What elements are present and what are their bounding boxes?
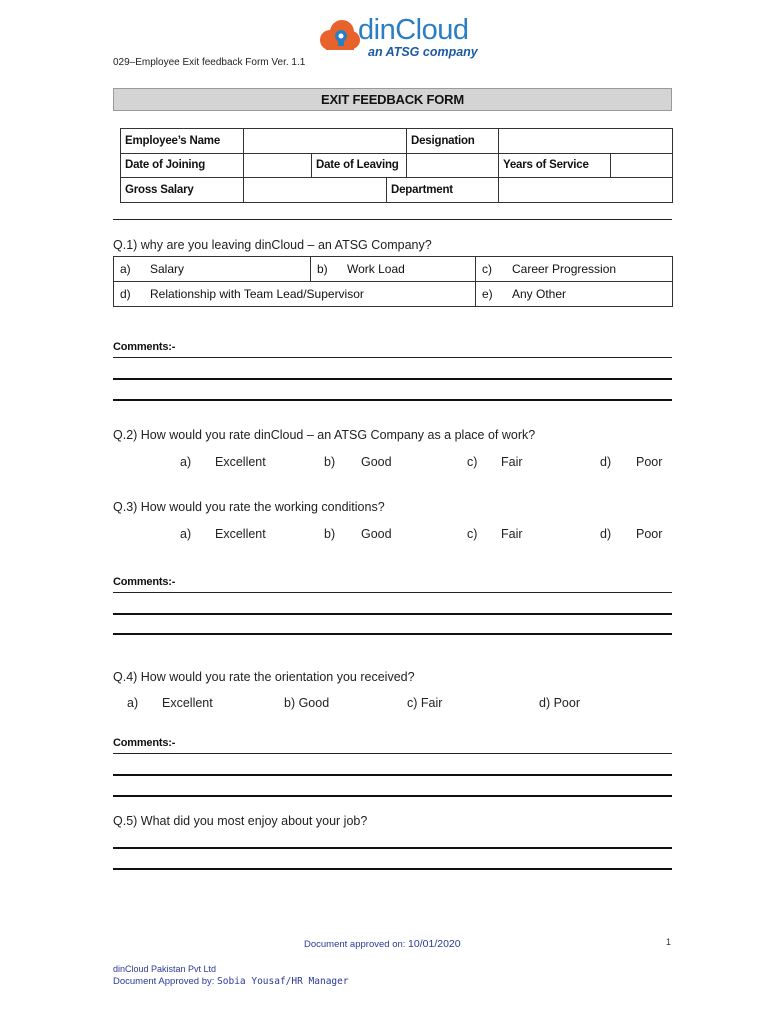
q3-option-d[interactable]: Poor xyxy=(636,527,663,541)
question-1: Q.1) why are you leaving dinCloud – an ATSG Company? xyxy=(113,238,432,252)
page-number: 1 xyxy=(666,937,672,947)
years-of-service-field[interactable] xyxy=(611,153,673,178)
q3-option-a-letter[interactable]: a) xyxy=(180,527,192,541)
comments-label-1: Comments:- xyxy=(113,341,176,353)
comment-line[interactable] xyxy=(113,795,672,797)
table-row xyxy=(121,129,673,154)
comment-line[interactable] xyxy=(113,399,672,401)
q4-option-d[interactable]: d) Poor xyxy=(539,696,580,710)
q1-option-b[interactable]: b) Work Load xyxy=(311,257,476,282)
date-of-leaving-field[interactable] xyxy=(407,153,499,178)
q4-option-c[interactable]: c) Fair xyxy=(407,696,443,710)
document-reference: 029–Employee Exit feedback Form Ver. 1.1 xyxy=(113,57,306,68)
table-row xyxy=(121,153,673,178)
comment-line[interactable] xyxy=(113,378,672,380)
table-row xyxy=(114,257,673,282)
q3-option-d-letter[interactable]: d) xyxy=(600,527,612,541)
cloud-lock-logo-icon xyxy=(318,18,360,52)
date-of-leaving-label: Date of Leaving xyxy=(312,153,407,178)
q2-option-c[interactable]: Fair xyxy=(501,455,523,469)
q3-option-c-letter[interactable]: c) xyxy=(467,527,478,541)
q2-option-b[interactable]: Good xyxy=(361,455,392,469)
divider xyxy=(113,219,672,220)
q1-option-d[interactable]: d) Relationship with Team Lead/Supervisor xyxy=(114,282,476,307)
approval-date: Document approved on: 10/01/2020 xyxy=(304,938,461,950)
q3-option-a[interactable]: Excellent xyxy=(215,527,266,541)
q2-option-b-letter[interactable]: b) xyxy=(324,455,336,469)
comment-line[interactable] xyxy=(113,633,672,635)
q4-option-a[interactable]: Excellent xyxy=(162,696,213,710)
q3-option-b[interactable]: Good xyxy=(361,527,392,541)
comments-label-3: Comments:- xyxy=(113,737,176,749)
date-of-joining-field[interactable] xyxy=(244,153,312,178)
company-logo xyxy=(318,14,478,60)
q1-option-c[interactable]: c) Career Progression xyxy=(476,257,673,282)
table-row xyxy=(121,178,673,203)
q4-option-a-letter[interactable]: a) xyxy=(127,696,139,710)
q2-option-a[interactable]: Excellent xyxy=(215,455,266,469)
q2-option-c-letter[interactable]: c) xyxy=(467,455,478,469)
comment-line[interactable] xyxy=(113,592,672,593)
question-3: Q.3) How would you rate the working conditions? xyxy=(113,500,385,514)
comment-line[interactable] xyxy=(113,753,672,754)
q3-option-c[interactable]: Fair xyxy=(501,527,523,541)
years-of-service-label: Years of Service xyxy=(499,153,611,178)
employee-name-label: Employee’s Name xyxy=(121,129,244,154)
q4-option-b[interactable]: b) Good xyxy=(284,696,330,710)
gross-salary-label: Gross Salary xyxy=(121,178,244,203)
q1-option-e[interactable]: e) Any Other xyxy=(476,282,673,307)
date-of-joining-label: Date of Joining xyxy=(121,153,244,178)
question-2: Q.2) How would you rate dinCloud – an ATSG Company as a place of work? xyxy=(113,428,536,442)
footer-company: dinCloud Pakistan Pvt Ltd xyxy=(113,964,217,974)
q1-option-a[interactable]: a) Salary xyxy=(114,257,311,282)
comment-line[interactable] xyxy=(113,357,672,358)
footer-approver: Document Approved by: Sobia Yousaf/HR Manager xyxy=(113,976,349,987)
answer-line[interactable] xyxy=(113,847,672,849)
question-4: Q.4) How would you rate the orientation you received? xyxy=(113,670,415,684)
employee-info-table xyxy=(120,128,673,203)
logo-tagline: an ATSG company xyxy=(368,45,478,59)
question-5: Q.5) What did you most enjoy about your job? xyxy=(113,814,368,828)
gross-salary-field[interactable] xyxy=(244,178,387,203)
form-title: EXIT FEEDBACK FORM xyxy=(113,88,672,111)
q1-options-table xyxy=(113,256,673,307)
q2-option-a-letter[interactable]: a) xyxy=(180,455,192,469)
employee-name-field[interactable] xyxy=(244,129,407,154)
department-field[interactable] xyxy=(499,178,673,203)
q2-option-d-letter[interactable]: d) xyxy=(600,455,612,469)
designation-field[interactable] xyxy=(499,129,673,154)
comments-label-2: Comments:- xyxy=(113,576,176,588)
department-label: Department xyxy=(387,178,499,203)
logo-wordmark: dinCloud xyxy=(358,14,469,46)
designation-label: Designation xyxy=(407,129,499,154)
q2-option-d[interactable]: Poor xyxy=(636,455,663,469)
answer-line[interactable] xyxy=(113,868,672,870)
q3-option-b-letter[interactable]: b) xyxy=(324,527,336,541)
comment-line[interactable] xyxy=(113,613,672,615)
comment-line[interactable] xyxy=(113,774,672,776)
table-row xyxy=(114,282,673,307)
